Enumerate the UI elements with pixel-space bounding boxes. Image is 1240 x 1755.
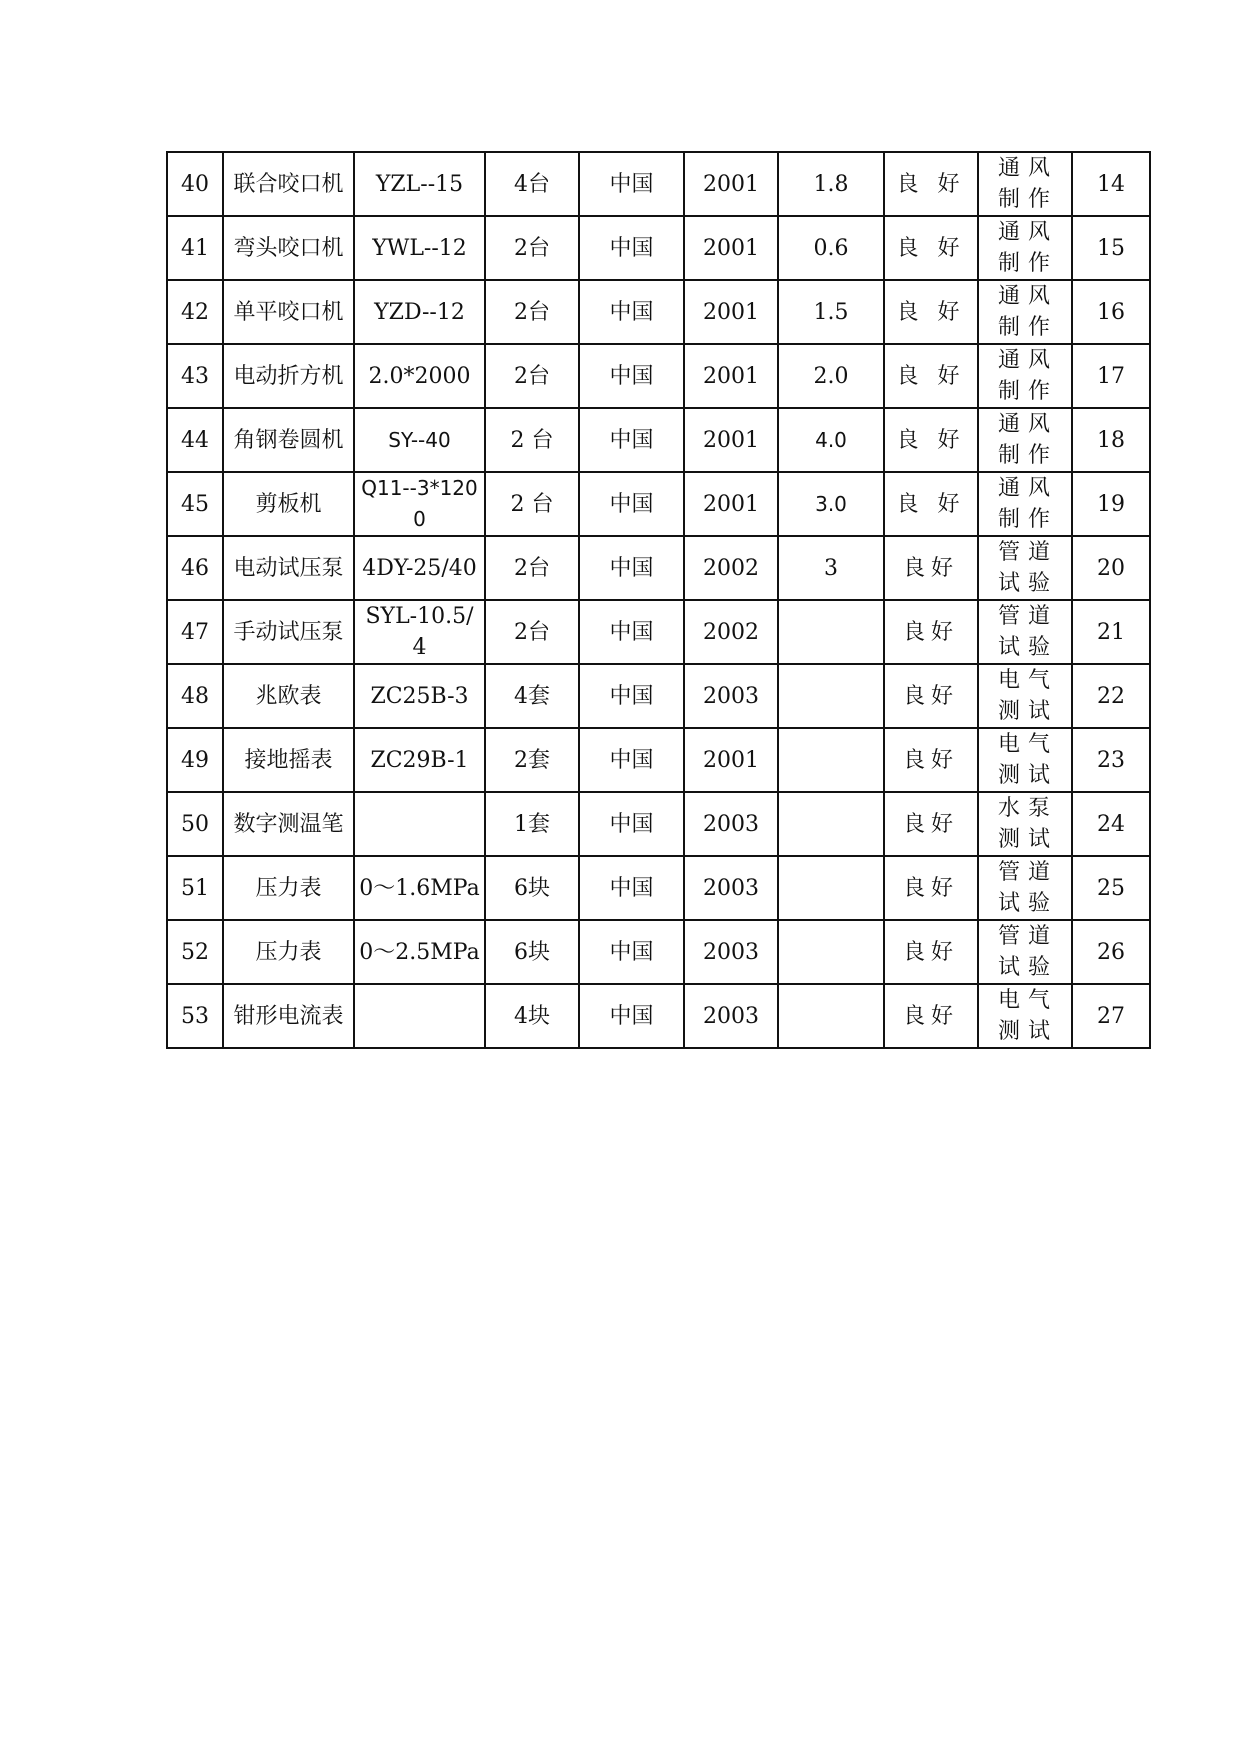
cell-power: 1.5 xyxy=(778,280,884,344)
cell-equipment-name: 电动试压泵 xyxy=(223,536,354,600)
cell-quantity: 2台 xyxy=(485,216,579,280)
table-row xyxy=(167,344,1150,408)
cell-origin: 中国 xyxy=(579,152,684,216)
cell-number: 51 xyxy=(167,856,223,920)
cell-quantity: 2台 xyxy=(485,600,579,664)
cell-reference: 16 xyxy=(1072,280,1150,344)
cell-model: YZL--15 xyxy=(354,152,485,216)
cell-condition: 良好 xyxy=(884,856,978,920)
cell-number: 50 xyxy=(167,792,223,856)
cell-condition: 良 好 xyxy=(884,344,978,408)
cell-purpose: 通风制作 xyxy=(978,472,1072,536)
cell-power: 3.0 xyxy=(778,472,884,536)
cell-purpose: 通风制作 xyxy=(978,216,1072,280)
cell-quantity: 4块 xyxy=(485,984,579,1048)
cell-year: 2001 xyxy=(684,216,778,280)
cell-year: 2001 xyxy=(684,280,778,344)
table-row xyxy=(167,984,1150,1048)
cell-reference: 18 xyxy=(1072,408,1150,472)
cell-purpose: 通风制作 xyxy=(978,408,1072,472)
cell-year: 2001 xyxy=(684,472,778,536)
cell-reference: 23 xyxy=(1072,728,1150,792)
cell-year: 2003 xyxy=(684,792,778,856)
cell-origin: 中国 xyxy=(579,600,684,664)
table-row xyxy=(167,152,1150,216)
cell-reference: 24 xyxy=(1072,792,1150,856)
cell-number: 41 xyxy=(167,216,223,280)
table-row xyxy=(167,856,1150,920)
cell-power: 0.6 xyxy=(778,216,884,280)
cell-number: 46 xyxy=(167,536,223,600)
cell-purpose: 管道试验 xyxy=(978,920,1072,984)
cell-year: 2001 xyxy=(684,408,778,472)
cell-quantity: 4台 xyxy=(485,152,579,216)
cell-equipment-name: 数字测温笔 xyxy=(223,792,354,856)
cell-equipment-name: 兆欧表 xyxy=(223,664,354,728)
cell-equipment-name: 角钢卷圆机 xyxy=(223,408,354,472)
cell-power xyxy=(778,856,884,920)
cell-purpose: 管道试验 xyxy=(978,536,1072,600)
cell-number: 47 xyxy=(167,600,223,664)
cell-origin: 中国 xyxy=(579,856,684,920)
cell-power xyxy=(778,664,884,728)
cell-model: YZD--12 xyxy=(354,280,485,344)
cell-reference: 19 xyxy=(1072,472,1150,536)
cell-origin: 中国 xyxy=(579,728,684,792)
cell-condition: 良 好 xyxy=(884,472,978,536)
cell-quantity: 2台 xyxy=(485,344,579,408)
cell-condition: 良好 xyxy=(884,664,978,728)
cell-power xyxy=(778,728,884,792)
cell-year: 2001 xyxy=(684,344,778,408)
cell-model: 4DY-25/40 xyxy=(354,536,485,600)
cell-model xyxy=(354,792,485,856)
table-row xyxy=(167,472,1150,536)
cell-reference: 20 xyxy=(1072,536,1150,600)
cell-equipment-name: 电动折方机 xyxy=(223,344,354,408)
cell-quantity: 2套 xyxy=(485,728,579,792)
cell-origin: 中国 xyxy=(579,216,684,280)
cell-equipment-name: 单平咬口机 xyxy=(223,280,354,344)
cell-quantity: 2台 xyxy=(485,536,579,600)
cell-purpose: 管道试验 xyxy=(978,600,1072,664)
cell-equipment-name: 压力表 xyxy=(223,920,354,984)
cell-power: 4.0 xyxy=(778,408,884,472)
cell-equipment-name: 压力表 xyxy=(223,856,354,920)
cell-number: 52 xyxy=(167,920,223,984)
cell-quantity: 4套 xyxy=(485,664,579,728)
cell-equipment-name: 弯头咬口机 xyxy=(223,216,354,280)
cell-origin: 中国 xyxy=(579,664,684,728)
cell-number: 53 xyxy=(167,984,223,1048)
equipment-table xyxy=(166,151,1151,1049)
cell-number: 40 xyxy=(167,152,223,216)
cell-condition: 良 好 xyxy=(884,280,978,344)
cell-quantity: 2台 xyxy=(485,280,579,344)
cell-condition: 良 好 xyxy=(884,216,978,280)
cell-condition: 良好 xyxy=(884,600,978,664)
cell-number: 48 xyxy=(167,664,223,728)
cell-year: 2002 xyxy=(684,600,778,664)
cell-model: Q11--3*1200 xyxy=(354,472,485,536)
cell-reference: 15 xyxy=(1072,216,1150,280)
cell-quantity: 6块 xyxy=(485,856,579,920)
cell-purpose: 通风制作 xyxy=(978,280,1072,344)
cell-purpose: 通风制作 xyxy=(978,344,1072,408)
table-row xyxy=(167,536,1150,600)
cell-power: 1.8 xyxy=(778,152,884,216)
cell-number: 49 xyxy=(167,728,223,792)
table-row xyxy=(167,920,1150,984)
cell-purpose: 电气测试 xyxy=(978,728,1072,792)
cell-condition: 良好 xyxy=(884,792,978,856)
cell-condition: 良好 xyxy=(884,728,978,792)
cell-model xyxy=(354,984,485,1048)
cell-reference: 17 xyxy=(1072,344,1150,408)
cell-equipment-name: 钳形电流表 xyxy=(223,984,354,1048)
cell-equipment-name: 剪板机 xyxy=(223,472,354,536)
table-row xyxy=(167,664,1150,728)
cell-origin: 中国 xyxy=(579,472,684,536)
cell-year: 2002 xyxy=(684,536,778,600)
equipment-table-body xyxy=(167,152,1150,1048)
cell-equipment-name: 联合咬口机 xyxy=(223,152,354,216)
cell-purpose: 管道试验 xyxy=(978,856,1072,920)
table-row xyxy=(167,216,1150,280)
cell-origin: 中国 xyxy=(579,792,684,856)
cell-quantity: 6块 xyxy=(485,920,579,984)
cell-purpose: 通风制作 xyxy=(978,152,1072,216)
cell-power xyxy=(778,984,884,1048)
cell-reference: 26 xyxy=(1072,920,1150,984)
cell-reference: 21 xyxy=(1072,600,1150,664)
cell-power: 3 xyxy=(778,536,884,600)
table-row xyxy=(167,408,1150,472)
cell-condition: 良 好 xyxy=(884,152,978,216)
cell-number: 43 xyxy=(167,344,223,408)
cell-number: 42 xyxy=(167,280,223,344)
table-row xyxy=(167,600,1150,664)
cell-purpose: 水泵测试 xyxy=(978,792,1072,856)
cell-model: ZC29B-1 xyxy=(354,728,485,792)
cell-model: ZC25B-3 xyxy=(354,664,485,728)
cell-equipment-name: 手动试压泵 xyxy=(223,600,354,664)
cell-reference: 27 xyxy=(1072,984,1150,1048)
cell-reference: 25 xyxy=(1072,856,1150,920)
table-row xyxy=(167,280,1150,344)
cell-origin: 中国 xyxy=(579,536,684,600)
table-row xyxy=(167,792,1150,856)
cell-model: 0～2.5MPa xyxy=(354,920,485,984)
cell-origin: 中国 xyxy=(579,280,684,344)
cell-number: 44 xyxy=(167,408,223,472)
cell-equipment-name: 接地摇表 xyxy=(223,728,354,792)
cell-year: 2003 xyxy=(684,856,778,920)
cell-model: 0～1.6MPa xyxy=(354,856,485,920)
cell-model: SY--40 xyxy=(354,408,485,472)
cell-power xyxy=(778,920,884,984)
cell-origin: 中国 xyxy=(579,984,684,1048)
cell-condition: 良好 xyxy=(884,984,978,1048)
cell-reference: 14 xyxy=(1072,152,1150,216)
cell-reference: 22 xyxy=(1072,664,1150,728)
cell-number: 45 xyxy=(167,472,223,536)
cell-origin: 中国 xyxy=(579,408,684,472)
cell-year: 2003 xyxy=(684,984,778,1048)
cell-model: 2.0*2000 xyxy=(354,344,485,408)
cell-year: 2003 xyxy=(684,664,778,728)
cell-power xyxy=(778,600,884,664)
cell-quantity: 2 台 xyxy=(485,472,579,536)
cell-origin: 中国 xyxy=(579,344,684,408)
cell-model: YWL--12 xyxy=(354,216,485,280)
cell-condition: 良 好 xyxy=(884,408,978,472)
table-row xyxy=(167,728,1150,792)
cell-purpose: 电气测试 xyxy=(978,664,1072,728)
cell-condition: 良好 xyxy=(884,920,978,984)
cell-purpose: 电气测试 xyxy=(978,984,1072,1048)
cell-origin: 中国 xyxy=(579,920,684,984)
cell-year: 2001 xyxy=(684,152,778,216)
cell-year: 2001 xyxy=(684,728,778,792)
cell-power xyxy=(778,792,884,856)
cell-year: 2003 xyxy=(684,920,778,984)
cell-quantity: 2 台 xyxy=(485,408,579,472)
cell-quantity: 1套 xyxy=(485,792,579,856)
cell-power: 2.0 xyxy=(778,344,884,408)
cell-model: SYL-10.5/4 xyxy=(354,600,485,664)
cell-condition: 良好 xyxy=(884,536,978,600)
